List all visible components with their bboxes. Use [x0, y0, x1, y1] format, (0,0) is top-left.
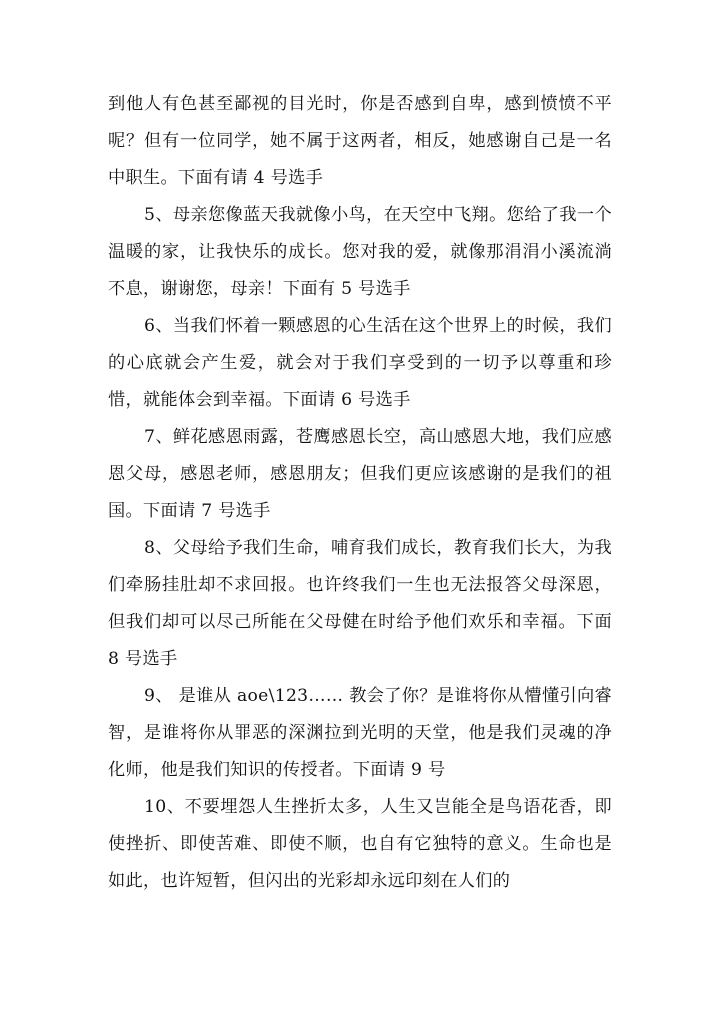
paragraph-item-8: 8、父母给予我们生命，哺育我们成长，教育我们长大，为我们牵肠挂肚却不求回报。也许终我们一生也无法报答父母深恩，但我们却可以尽己所能在父母健在时给予他们欢乐和幸福。下面 8 号选手	[108, 538, 612, 669]
paragraph-item-7: 7、鲜花感恩雨露，苍鹰感恩长空，高山感恩大地，我们应感恩父母，感恩老师，感恩朋友；但我们更应该感谢的是我们的祖国。下面请 7 号选手	[108, 427, 612, 521]
paragraph-item-10: 10、不要埋怨人生挫折太多，人生又岂能全是鸟语花香，即使挫折、即使苦难、即使不顺，也自有它独特的意义。生命也是如此，也许短暂，但闪出的光彩却永远印刻在人们的	[108, 797, 612, 891]
paragraph-item-5: 5、母亲您像蓝天我就像小鸟，在天空中飞翔。您给了我一个温暖的家，让我快乐的成长。您对我的爱，就像那涓涓小溪流淌不息，谢谢您，母亲！下面有 5 号选手	[108, 205, 612, 299]
paragraph-item-9: 9、 是谁从 aoe\123…… 教会了你？是谁将你从懵懂引向睿智，是谁将你从罪恶的深渊拉到光明的天堂，他是我们灵魂的净化师，他是我们知识的传授者。下面请 9 号	[108, 686, 612, 780]
paragraph-intro: 到他人有色甚至鄙视的目光时，你是否感到自卑，感到愤愤不平呢？但有一位同学，她不属于这两者，相反，她感谢自己是一名中职生。下面有请 4 号选手	[108, 94, 612, 188]
paragraph-item-6: 6、当我们怀着一颗感恩的心生活在这个世界上的时候，我们的心底就会产生爱，就会对于我们享受到的一切予以尊重和珍惜，就能体会到幸福。下面请 6 号选手	[108, 316, 612, 410]
document-page	[108, 86, 612, 900]
